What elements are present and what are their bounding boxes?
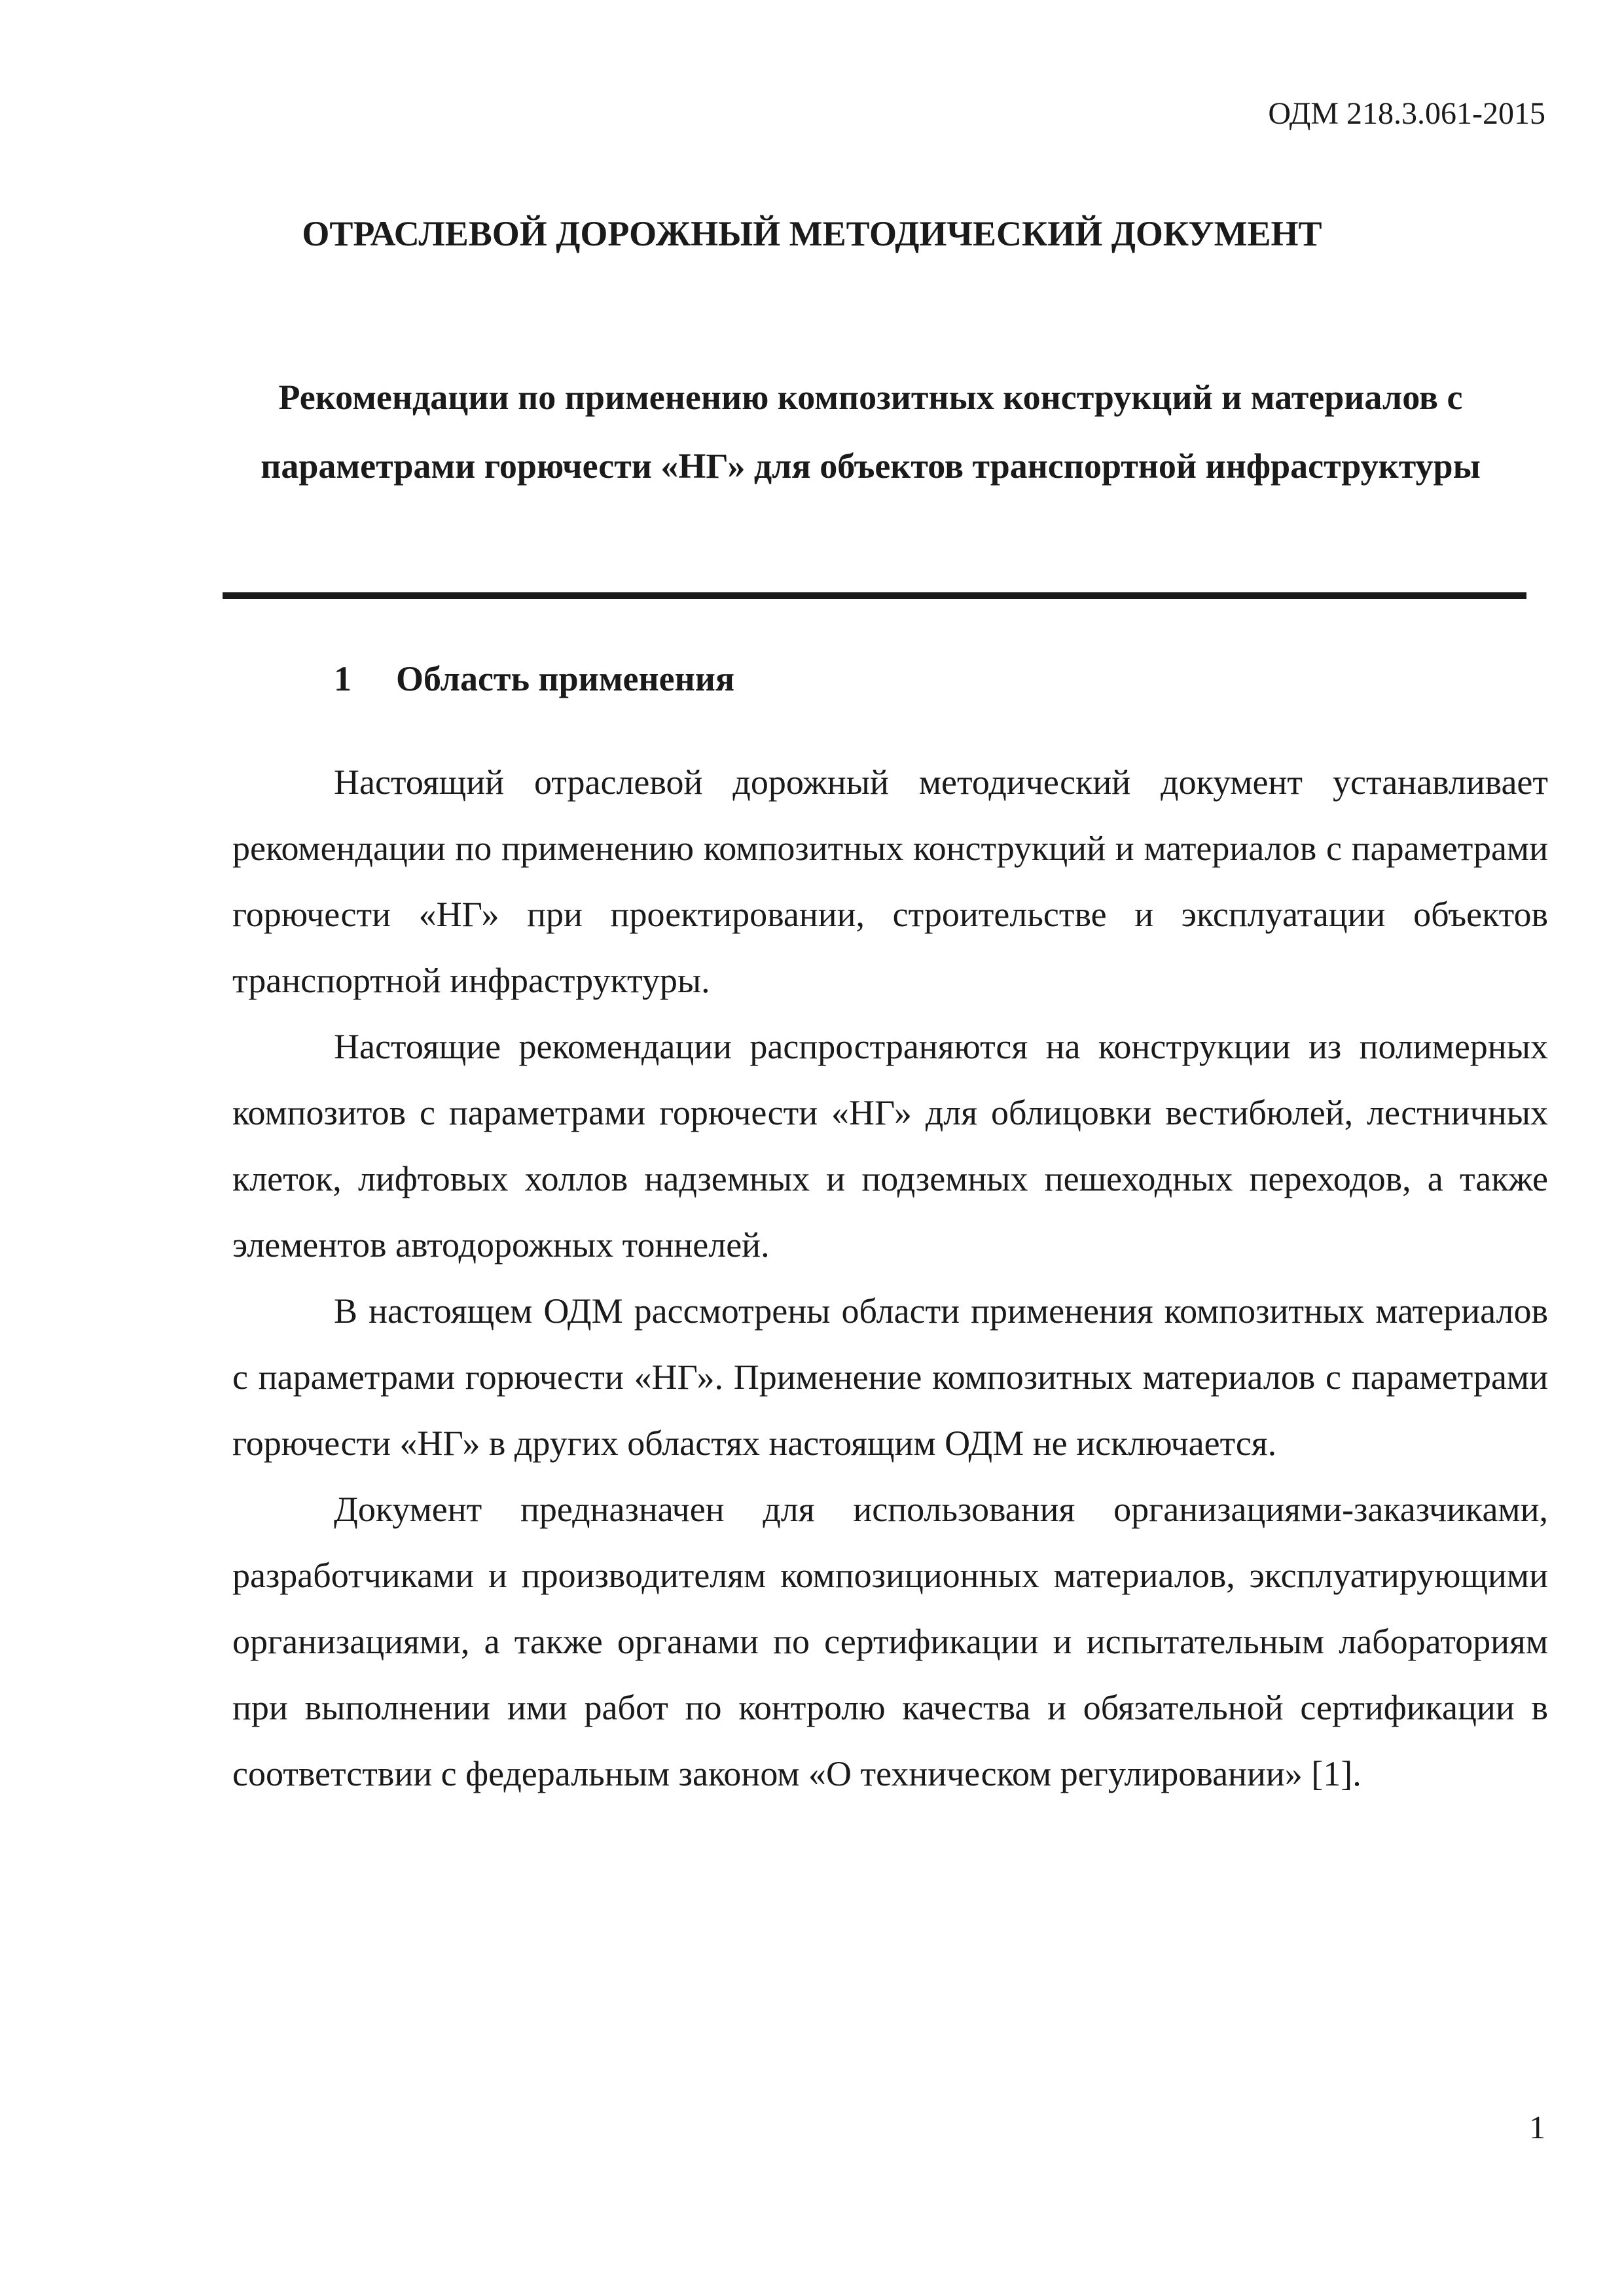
page-number: 1 — [1529, 2109, 1545, 2145]
paragraph: Настоящий отраслевой дорожный методический документ устанавливает рекомендации по применению композитных конструкций и материалов с параметрами горючести «НГ» при проектировании, строительстве и эксплуатации объектов транспортной инфраструктуры. — [232, 762, 1548, 1000]
document-title: Рекомендации по применению композитных конструкций и материалов с параметрами горючести «НГ» для объектов транспортной инфраструктуры — [261, 378, 1481, 486]
paragraph: Настоящие рекомендации распространяются на конструкции из полимерных композитов с параметрами горючести «НГ» для облицовки вестибюлей, лестничных клеток, лифтовых холлов надземных и подземных пешеходных переходов, а также элементов автодорожных тоннелей. — [232, 1027, 1548, 1265]
document-code: ОДМ 218.3.061-2015 — [1268, 96, 1545, 131]
section-title: Область применения — [396, 659, 735, 698]
title-divider — [223, 592, 1526, 599]
paragraph: Документ предназначен для использования организациями-заказчиками, разработчиками и производителям композиционных материалов, эксплуатирующими организациями, а также органами по сертификации и испытательным лабораториям при выполнении ими работ по контролю качества и обязательной сертификации в соответствии с федеральным законом «О техническом регулировании» [1]. — [232, 1490, 1548, 1793]
section-heading — [334, 661, 734, 696]
paragraph: В настоящем ОДМ рассмотрены области применения композитных материалов с параметрами горючести «НГ». Применение композитных материалов с параметрами горючести «НГ» в других областях настоящим ОДМ не исключается. — [232, 1291, 1548, 1463]
section-body — [232, 749, 1548, 1807]
document-type-heading: ОТРАСЛЕВОЙ ДОРОЖНЫЙ МЕТОДИЧЕСКИЙ ДОКУМЕНТ — [302, 214, 1322, 253]
section-number: 1 — [334, 659, 352, 698]
